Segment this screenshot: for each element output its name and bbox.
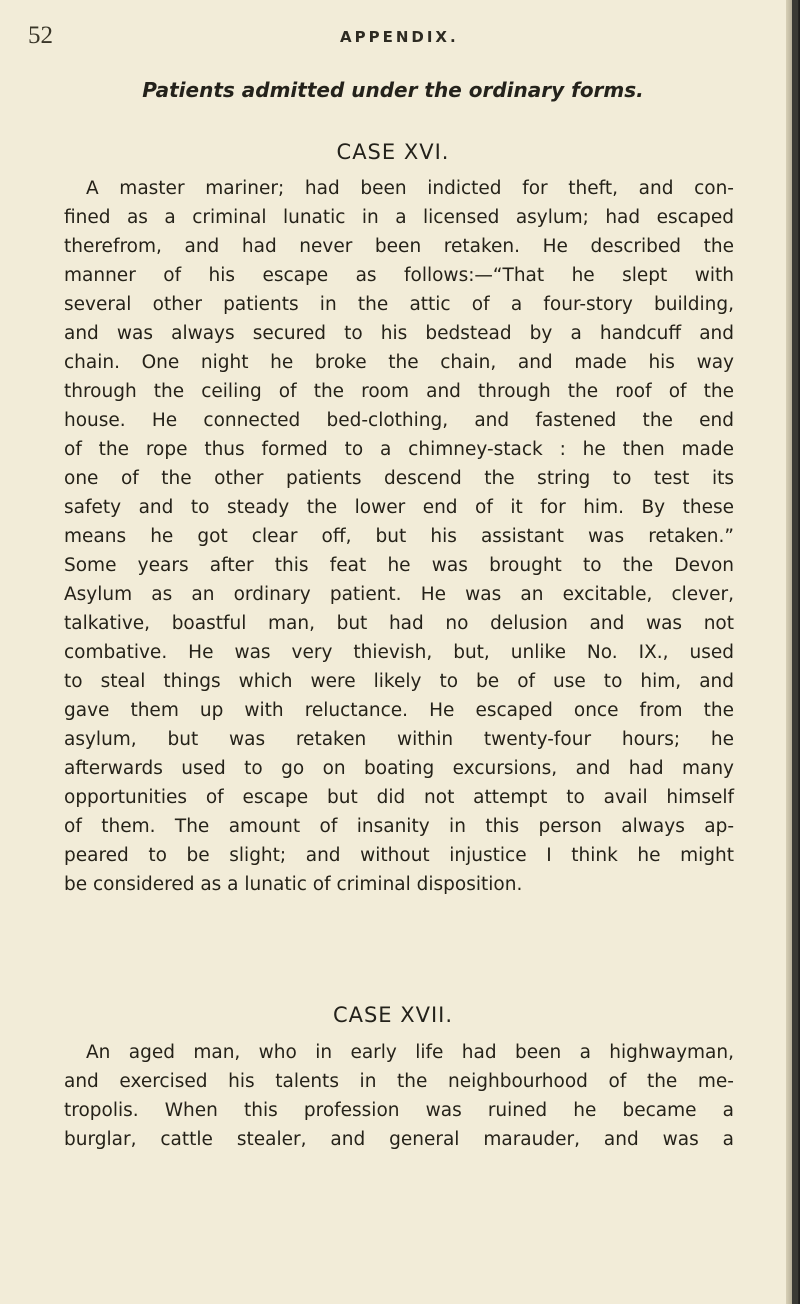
page-edge (786, 0, 800, 1304)
text-line: talkative, boastful man, but had no delusion and was not (64, 613, 734, 634)
case-xvi-paragraph (64, 174, 734, 899)
text-line: Some years after this feat he was brought to the Devon (64, 555, 734, 576)
text-line: gave them up with reluctance. He escaped once from the (64, 700, 734, 721)
text-line: combative. He was very thievish, but, unlike No. IX., used (64, 642, 734, 663)
text-line: peared to be slight; and without injustice I think he might (64, 845, 734, 866)
text-line: several other patients in the attic of a four-story building, (64, 294, 734, 315)
text-line: of them. The amount of insanity in this person always ap- (64, 816, 734, 837)
page-number: 52 (28, 22, 53, 49)
case-xvi-heading: CASE XVI. (336, 140, 450, 164)
case-xvii-heading: CASE XVII. (332, 1003, 454, 1027)
text-line: and was always secured to his bedstead by a handcuff and (64, 323, 734, 344)
text-line: safety and to steady the lower end of it for him. By these (64, 497, 734, 518)
text-line: asylum, but was retaken within twenty-four hours; he (64, 729, 734, 750)
text-line: one of the other patients descend the string to test its (64, 468, 734, 489)
text-line: means he got clear off, but his assistant was retaken.” (64, 526, 734, 547)
text-line: therefrom, and had never been retaken. He described the (64, 236, 734, 257)
text-line: be considered as a lunatic of criminal disposition. (64, 874, 523, 895)
text-line: burglar, cattle stealer, and general marauder, and was a (64, 1129, 734, 1150)
text-line: tropolis. When this profession was ruined he became a (64, 1100, 734, 1121)
text-line: Asylum as an ordinary patient. He was an excitable, clever, (64, 584, 734, 605)
running-head (0, 22, 786, 52)
text-line: through the ceiling of the room and through the roof of the (64, 381, 734, 402)
running-title: APPENDIX. (340, 28, 459, 46)
text-line: afterwards used to go on boating excursions, and had many (64, 758, 734, 779)
text-line: manner of his escape as follows:—“That he slept with (64, 265, 734, 286)
text-line: chain. One night he broke the chain, and made his way (64, 352, 734, 373)
text-line: house. He connected bed-clothing, and fastened the end (64, 410, 734, 431)
text-line: An aged man, who in early life had been a highwayman, (86, 1042, 734, 1063)
text-line: of the rope thus formed to a chimney-stack : he then made (64, 439, 734, 460)
text-line: fined as a criminal lunatic in a licensed asylum; had escaped (64, 207, 734, 228)
text-line: A master mariner; had been indicted for theft, and con- (86, 178, 734, 199)
page-edge-shadow (792, 0, 798, 1304)
case-xvii-paragraph (64, 1038, 734, 1154)
section-title: Patients admitted under the ordinary forms. (142, 78, 644, 102)
text-line: to steal things which were likely to be of use to him, and (64, 671, 734, 692)
text-line: opportunities of escape but did not attempt to avail himself (64, 787, 734, 808)
text-line: and exercised his talents in the neighbourhood of the me- (64, 1071, 734, 1092)
